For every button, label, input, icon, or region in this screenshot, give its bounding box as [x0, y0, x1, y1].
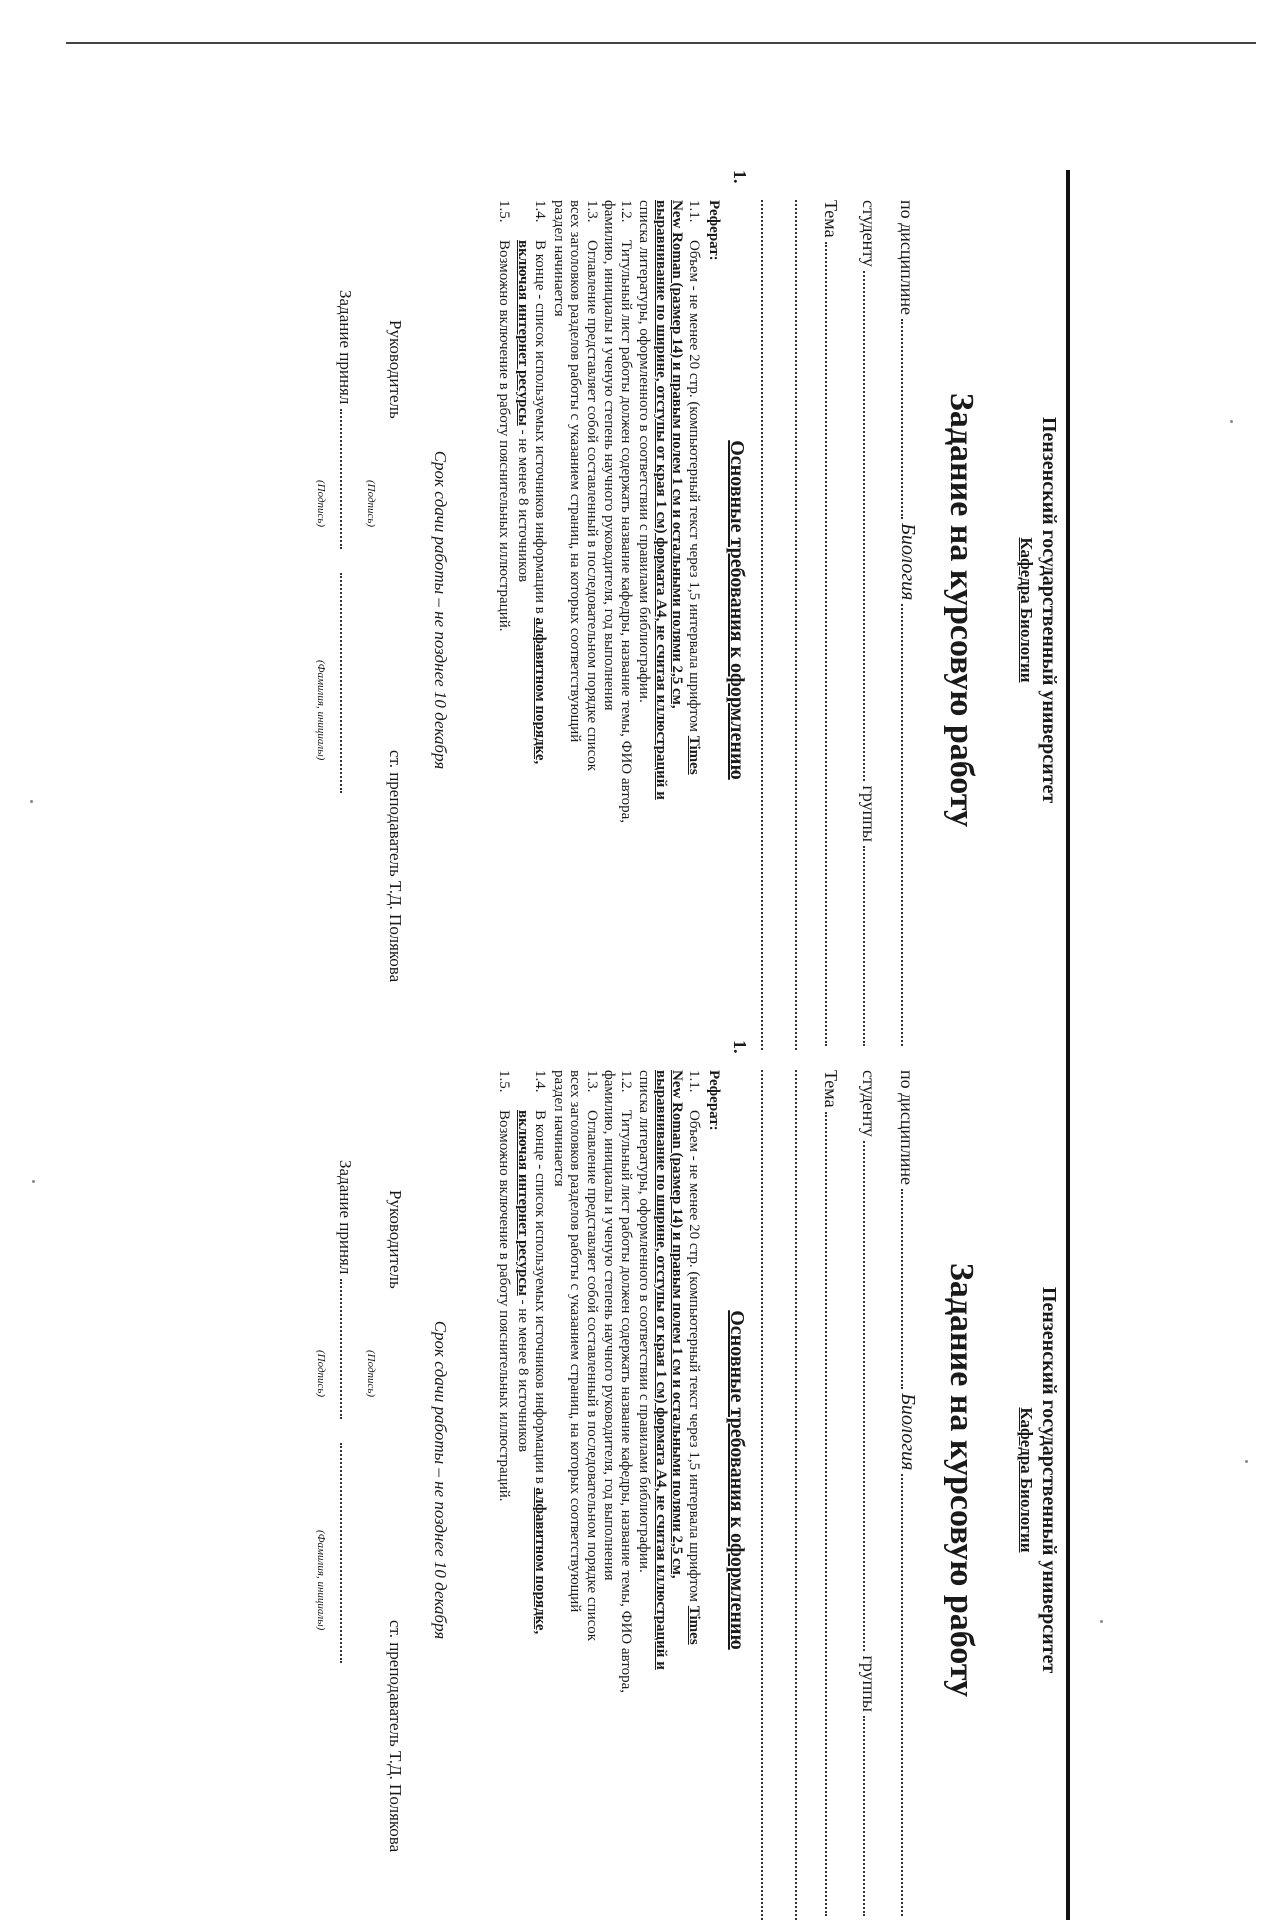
scan-speck	[1100, 1620, 1103, 1623]
assignment-sheet-upper	[0, 170, 1070, 1050]
supervisor-block	[365, 320, 405, 1020]
topic-line	[761, 200, 764, 1050]
university-name: Пензенский государственный университет	[1038, 416, 1060, 804]
topic-line	[795, 200, 798, 1050]
department-name: Кафедра Биологии	[1017, 537, 1036, 683]
requirement-1-4: 1.4.В конце - список используемых источников информации в алфавитном порядке, включая интернет ресурсы - не менее 8 источников	[515, 200, 548, 765]
supervisor-name: ст. преподаватель Т.Д. Полякова	[386, 1620, 405, 1853]
header-rule	[1066, 170, 1070, 1050]
deadline-text: Срок сдачи работы – не позднее 10 декабря	[431, 450, 450, 770]
topic-label: Тема	[821, 200, 841, 238]
university-name: Пензенский государственный университет	[1038, 1286, 1060, 1674]
section-title: Основные требования к оформлению	[726, 440, 748, 780]
topic-label: Тема	[821, 1070, 841, 1108]
requirement-1-5: 1.5.Возможно включение в работу пояснительных иллюстраций.	[496, 200, 512, 632]
discipline-value: Биология	[897, 1393, 919, 1471]
report-label: Реферат:	[706, 200, 722, 261]
supervisor-name: ст. преподаватель Т.Д. Полякова	[386, 750, 405, 983]
deadline-text: Срок сдачи работы – не позднее 10 декабря	[431, 1320, 450, 1640]
section-number: 1.	[730, 170, 750, 184]
topic-line	[761, 1070, 764, 1920]
scan-speck	[1230, 420, 1233, 423]
requirement-1-5: 1.5.Возможно включение в работу пояснительных иллюстраций.	[496, 1070, 512, 1502]
accepted-block	[315, 1160, 355, 1860]
page-title: Задание на курсовую работу	[943, 392, 980, 828]
accepted-block	[315, 290, 355, 990]
requirement-1-3: 1.3.Оглавление представляет собой составленный в последовательном порядке список всех заголовков разделов работы с указанием страниц, на которых соответствующий раздел начинается	[551, 200, 600, 772]
requirement-1-1: 1.1.Объем - не менее 20 стр. (компьютерный текст через 1,5 интервала шрифтом Times New Roman (размер 14) и правым полем 1 см и остальными полями 2,5 см, выравнивание по ширине, отступы от края 1 см) формата А4, не считая иллюстраций и списка литературы, оформленного в соответствии с правилами библиографии.	[636, 200, 702, 800]
student-field	[858, 1070, 882, 1920]
student-field	[858, 200, 882, 1050]
topic-field	[820, 200, 844, 1050]
accepted-label: Задание принял	[336, 290, 355, 405]
discipline-field	[896, 1070, 920, 1920]
supervisor-block	[365, 1190, 405, 1890]
student-label: студенту	[859, 200, 879, 267]
requirement-1-2: 1.2.Титульный лист работы должен содержать название кафедры, название темы, ФИО автора, фамилию, инициалы и ученую степень научного руководителя, год выполнения	[601, 1070, 634, 1694]
scan-top-rule	[66, 42, 1256, 44]
supervisor-label: Руководитель	[386, 320, 405, 419]
discipline-field	[896, 200, 920, 1050]
page-title: Задание на курсовую работу	[943, 1262, 980, 1698]
topic-field	[820, 1070, 844, 1920]
discipline-value: Биология	[897, 523, 919, 601]
student-label: студенту	[859, 1070, 879, 1137]
group-label: группы	[859, 1655, 879, 1712]
requirement-1-1: 1.1.Объем - не менее 20 стр. (компьютерный текст через 1,5 интервала шрифтом Times New Roman (размер 14) и правым полем 1 см и остальными полями 2,5 см, выравнивание по ширине, отступы от края 1 см) формата А4, не считая иллюстраций и списка литературы, оформленного в соответствии с правилами библиографии.	[636, 1070, 702, 1670]
requirement-1-4: 1.4.В конце - список используемых источников информации в алфавитном порядке, включая интернет ресурсы - не менее 8 источников	[515, 1070, 548, 1635]
name-caption: (Фамилия, инициалы)	[315, 1530, 327, 1631]
requirement-1-3: 1.3.Оглавление представляет собой составленный в последовательном порядке список всех заголовков разделов работы с указанием страниц, на которых соответствующий раздел начинается	[551, 1070, 600, 1642]
signature-caption: (Подпись)	[315, 1350, 327, 1398]
report-label: Реферат:	[706, 1070, 722, 1131]
topic-line	[795, 1070, 798, 1920]
section-title: Основные требования к оформлению	[726, 1310, 748, 1650]
supervisor-label: Руководитель	[386, 1190, 405, 1289]
signature-caption: (Подпись)	[365, 480, 377, 528]
discipline-label: по дисциплине	[897, 200, 917, 316]
group-label: группы	[859, 785, 879, 842]
accepted-label: Задание принял	[336, 1160, 355, 1275]
department-name: Кафедра Биологии	[1017, 1407, 1036, 1553]
signature-caption: (Подпись)	[315, 480, 327, 528]
scan-speck	[1245, 1460, 1248, 1463]
signature-caption: (Подпись)	[365, 1350, 377, 1398]
header-rule	[1066, 1040, 1070, 1920]
name-caption: (Фамилия, инициалы)	[315, 660, 327, 761]
discipline-label: по дисциплине	[897, 1070, 917, 1186]
section-number: 1.	[730, 1040, 750, 1054]
requirement-1-2: 1.2.Титульный лист работы должен содержать название кафедры, название темы, ФИО автора, фамилию, инициалы и ученую степень научного руководителя, год выполнения	[601, 200, 634, 824]
assignment-sheet-lower	[0, 1040, 1070, 1920]
